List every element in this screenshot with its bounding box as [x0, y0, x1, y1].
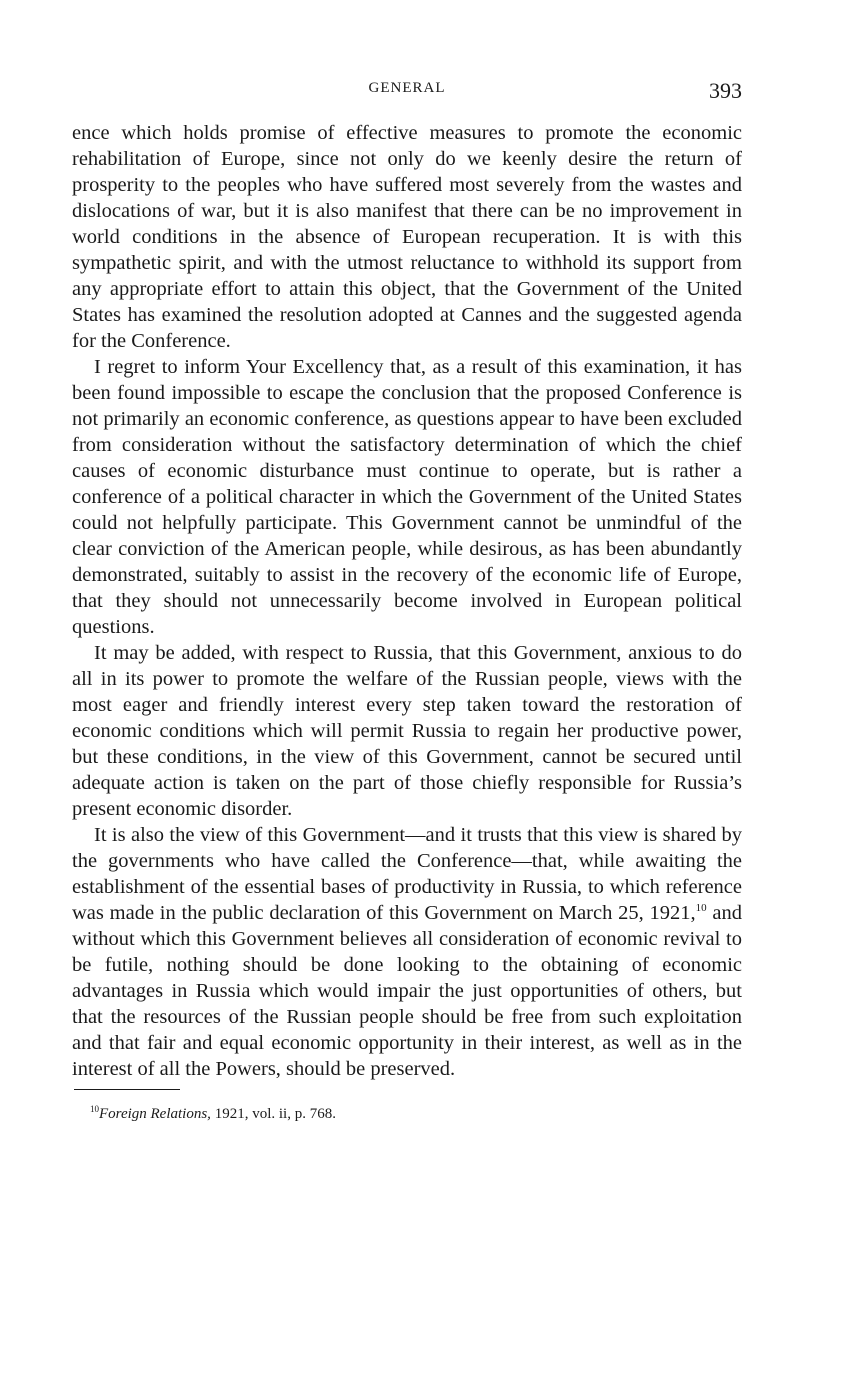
- footnote-citation: 1921, vol. ii, p. 768.: [210, 1106, 336, 1122]
- footnote-reference[interactable]: 10: [695, 902, 707, 915]
- paragraph-regret: I regret to inform Your Excellency that, as a result of this examination, it has been found impossible to escape the conclusion that the proposed Conference is not primarily an economic conference, as questions appear to have been excluded from consideration without the satisfactory determination of which the chief causes of economic disturbance must continue to operate, but is rather a conference of a political character in which the Government of the United States could not helpfully participate. This Government cannot be unmindful of the clear conviction of the American people, while desirous, as has been abundantly demonstrated, suitably to assist in the recovery of the economic life of Europe, that they should not unnecessarily become involved in European political questions.: [72, 356, 742, 638]
- paragraph-russia: It may be added, with respect to Russia, that this Government, anxious to do all in its power to promote the welfare of the Russian people, views with the most eager and friendly interest every step taken toward the restoration of economic conditions which will permit Russia to regain her productive power, but these conditions, in the view of this Government, cannot be secured until adequate action is taken on the part of those chiefly responsible for Russia’s present economic disorder.: [72, 642, 742, 820]
- paragraph-continuation: ence which holds promise of effective measures to promote the economic rehabilitation of Europe, since not only do we keenly desire the return of prosperity to the peoples who have suffered most severely from the wastes and dislocations of war, but it is also manifest that there can be no improvement in world conditions in the absence of European recuperation. It is with this sympathetic spirit, and with the utmost reluctance to withhold its support from any appropriate effort to attain this object, that the Government of the United States has examined the resolution adopted at Cannes and the suggested agenda for the Conference.: [72, 122, 742, 352]
- paragraph-view: [72, 822, 742, 1082]
- footnote-mark: 10: [90, 1104, 99, 1114]
- footnote-divider: [74, 1089, 180, 1090]
- page-number: 393: [709, 78, 742, 103]
- running-title: GENERAL: [368, 80, 446, 96]
- body-text: [72, 120, 742, 1082]
- document-page: [72, 78, 742, 1124]
- paragraph-view-text-after: and without which this Government believes all consideration of economic revival to be futile, nothing should be done looking to the obtaining of economic advantages in Russia which would impair the just opportunities of others, but that the resources of the Russian people should be free from such exploitation and that fair and equal economic opportunity in their interest, as well as in the interest of all the Powers, should be preserved.: [72, 902, 743, 1080]
- footnote: [90, 1104, 742, 1124]
- paragraph-view-text-before: It is also the view of this Government—and it trusts that this view is shared by the governments who have called the Conference—that, while awaiting the establishment of the essential bases of productivity in Russia, to which reference was made in the public declaration of this Government on March 25, 1921,: [72, 824, 742, 924]
- running-head: [72, 78, 742, 108]
- footnote-title: Foreign Relations,: [99, 1106, 211, 1122]
